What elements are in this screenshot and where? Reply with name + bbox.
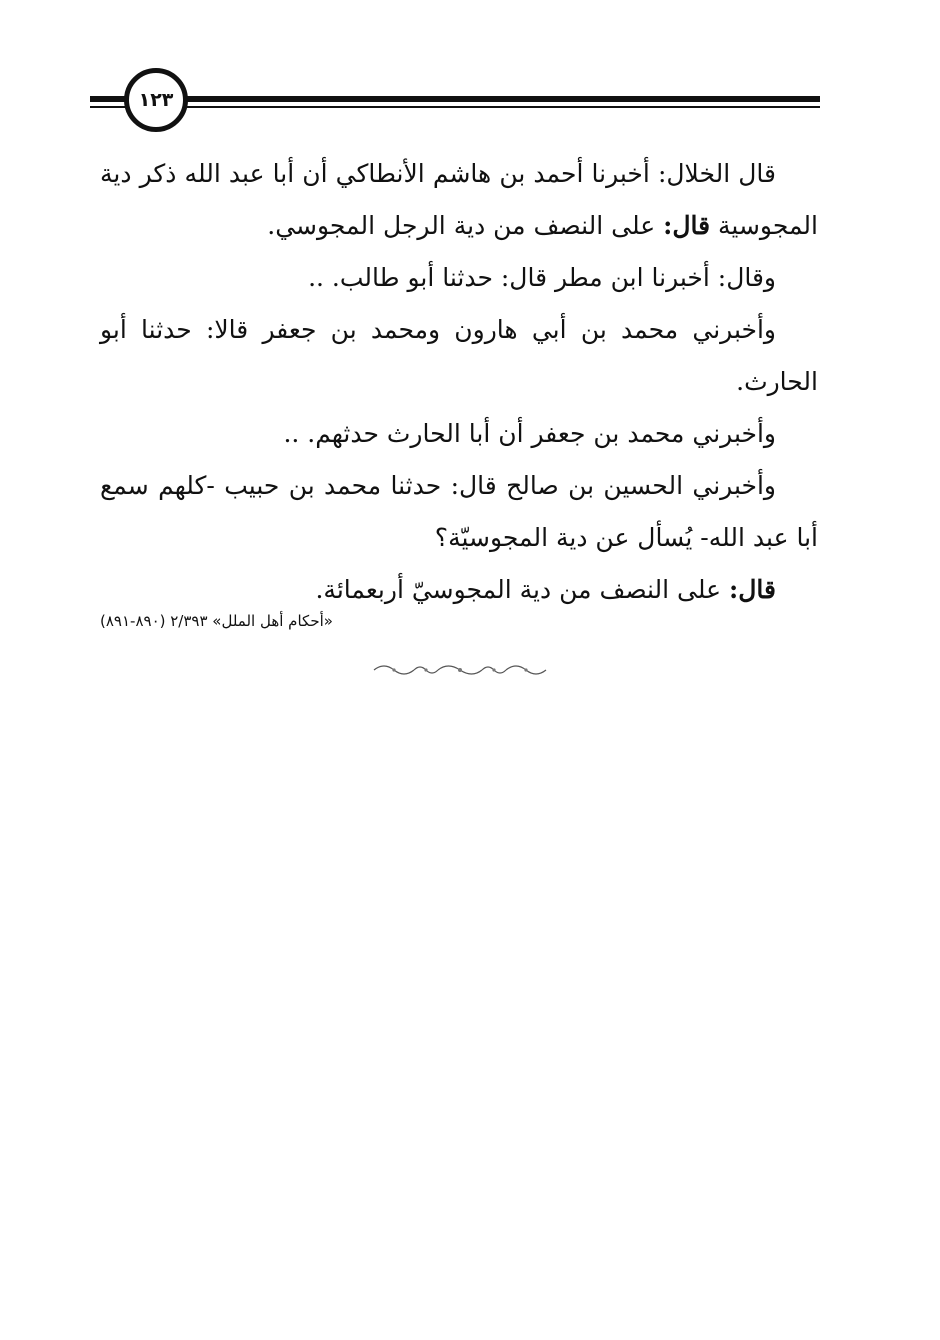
paragraph-2: وقال: أخبرنا ابن مطر قال: حدثنا أبو طالب. .. <box>308 263 776 292</box>
paragraph-1-rest: على النصف من دية الرجل المجوسي. <box>267 211 664 240</box>
header-rule-thin <box>90 106 820 108</box>
paragraph-6 <box>100 564 818 616</box>
header-rule <box>90 96 820 102</box>
paragraph-6-qala: قال: <box>729 575 776 604</box>
ornament-divider-icon <box>370 660 550 680</box>
source-citation: «أحكام أهل الملل» ٢/٣٩٣ (٨٩٠-٨٩١) <box>100 612 333 630</box>
paragraph-1 <box>100 148 818 252</box>
page-number: ١٢٣ <box>138 89 174 111</box>
paragraph-1-text: قال الخلال: أخبرنا أحمد بن هاشم الأنطاكي أن أبا عبد الله ذكر دية المجوسية <box>100 159 818 240</box>
paragraph-5: وأخبرني الحسين بن صالح قال: حدثنا محمد بن حبيب -كلهم سمع أبا عبد الله- يُسأل عن دية المجوسيّة؟ <box>100 471 818 552</box>
paragraph-6-rest: على النصف من دية المجوسيّ أربعمائة. <box>315 575 730 604</box>
paragraph-1-qala: قال: <box>663 211 711 240</box>
paragraph-3: وأخبرني محمد بن أبي هارون ومحمد بن جعفر قالا: حدثنا أبو الحارث. <box>100 315 818 396</box>
main-text <box>100 148 818 616</box>
page-number-badge <box>124 68 188 132</box>
page-header <box>90 68 820 138</box>
paragraph-4: وأخبرني محمد بن جعفر أن أبا الحارث حدثهم. .. <box>283 419 776 448</box>
